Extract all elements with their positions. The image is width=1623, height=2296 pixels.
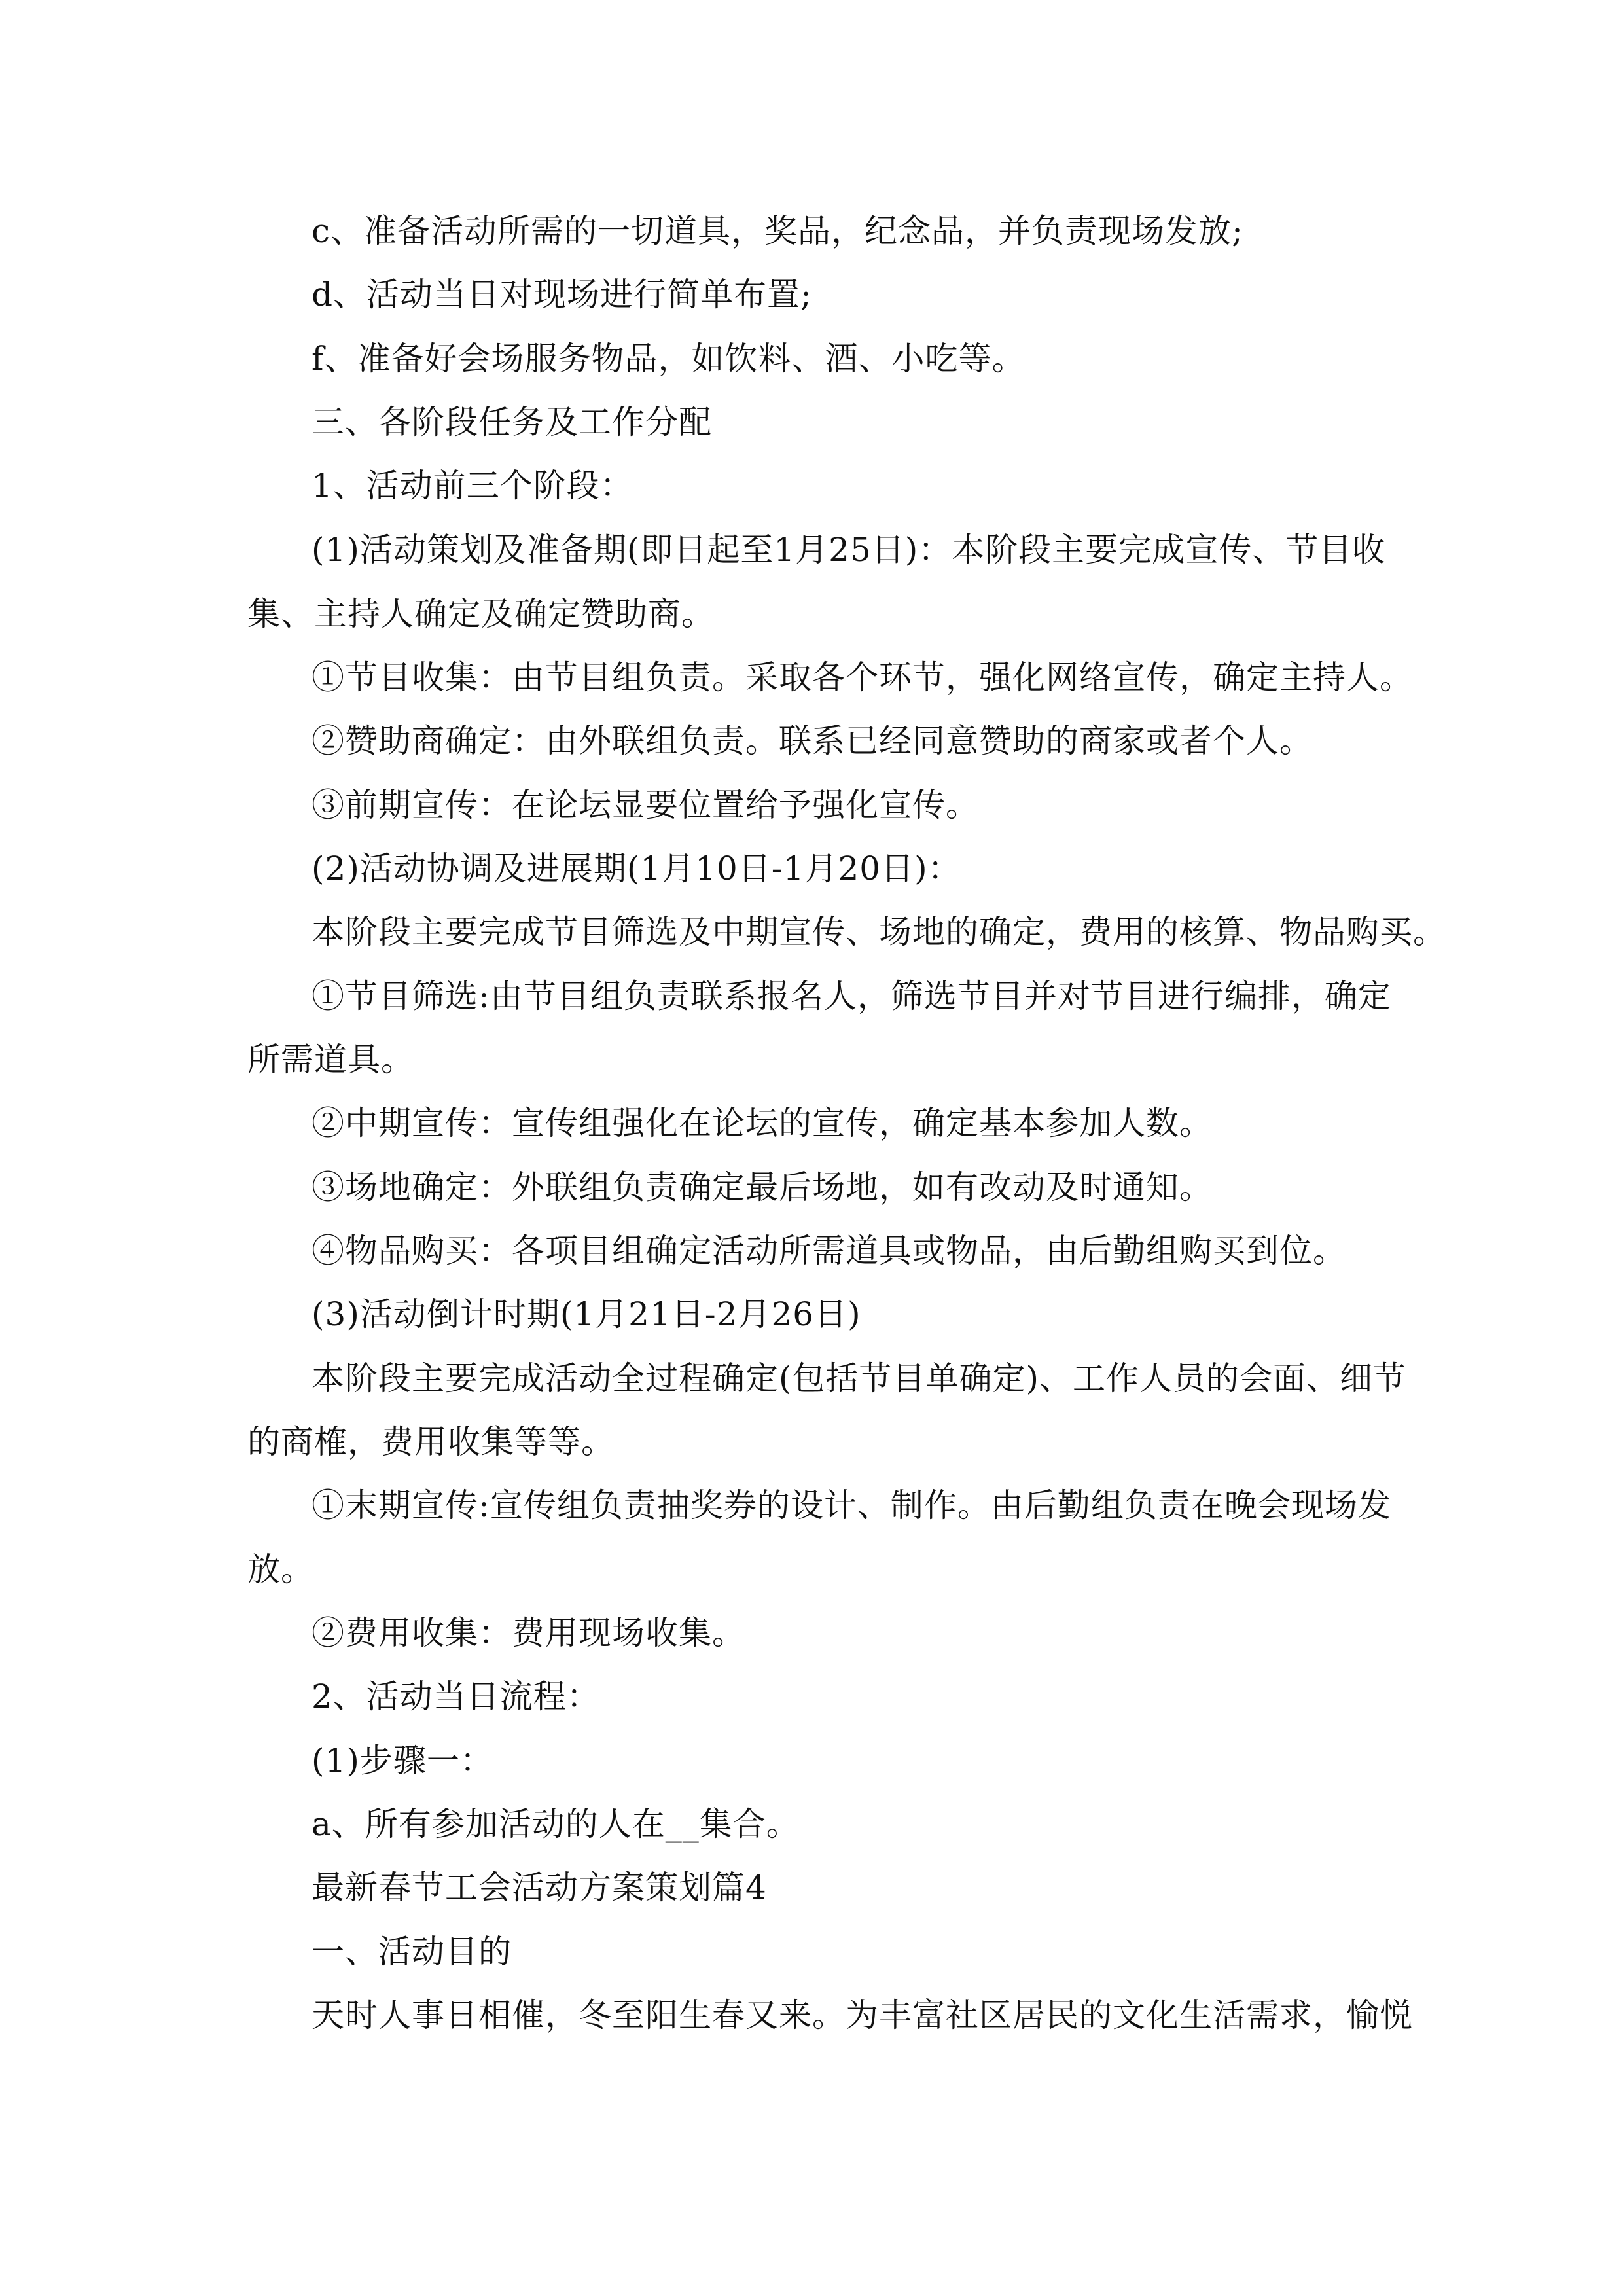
paragraph-line: ①末期宣传:宣传组负责抽奖券的设计、制作。由后勤组负责在晚会现场发 [312, 1486, 1391, 1524]
section-heading: 一、活动目的 [312, 1933, 512, 1971]
list-item-f: f、准备好会场服务物品，如饮料、酒、小吃等。 [312, 340, 1026, 378]
subsection-heading: 2、活动当日流程： [312, 1677, 600, 1715]
paragraph-line: (2)活动协调及进展期(1月10日-1月20日)： [312, 850, 961, 888]
paragraph-line: ③场地确定：外联组负责确定最后场地，如有改动及时通知。 [312, 1168, 1213, 1206]
paragraph-line: ②中期宣传：宣传组强化在论坛的宣传，确定基本参加人数。 [312, 1104, 1213, 1142]
paragraph-line: ②赞助商确定：由外联组负责。联系已经同意赞助的商家或者个人。 [312, 722, 1313, 760]
list-item-d: d、活动当日对现场进行简单布置; [312, 276, 812, 314]
subsection-heading: 1、活动前三个阶段： [312, 467, 633, 505]
article-title: 最新春节工会活动方案策划篇4 [312, 1869, 767, 1907]
paragraph-line: 本阶段主要完成活动全过程确定(包括节目单确定)、工作人员的会面、细节 [312, 1359, 1407, 1397]
section-heading: 三、各阶段任务及工作分配 [312, 403, 712, 441]
paragraph-line: 集、主持人确定及确定赞助商。 [247, 595, 715, 633]
paragraph-line: (3)活动倒计时期(1月21日-2月26日) [312, 1295, 861, 1333]
paragraph-line: ②费用收集：费用现场收集。 [312, 1614, 745, 1652]
paragraph-line: 的商榷，费用收集等等。 [247, 1423, 615, 1461]
paragraph-line: 本阶段主要完成节目筛选及中期宣传、场地的确定，费用的核算、物品购买。 [312, 913, 1446, 951]
paragraph-line: 天时人事日相催，冬至阳生春又来。为丰富社区居民的文化生活需求，愉悦 [312, 1996, 1413, 2034]
list-item-a: a、所有参加活动的人在__集合。 [312, 1805, 800, 1843]
paragraph-line: ④物品购买：各项目组确定活动所需道具或物品，由后勤组购买到位。 [312, 1232, 1346, 1270]
paragraph-line: (1)活动策划及准备期(即日起至1月25日)：本阶段主要完成宣传、节目收 [312, 531, 1386, 569]
paragraph-line: ①节目收集：由节目组负责。采取各个环节，强化网络宣传，确定主持人。 [312, 658, 1413, 696]
paragraph-line: ③前期宣传：在论坛显要位置给予强化宣传。 [312, 786, 979, 824]
list-item-c: c、准备活动所需的一切道具，奖品，纪念品，并负责现场发放; [312, 212, 1243, 250]
paragraph-line: ①节目筛选:由节目组负责联系报名人，筛选节目并对节目进行编排，确定 [312, 977, 1391, 1015]
paragraph-line: 放。 [247, 1551, 314, 1588]
paragraph-line: 所需道具。 [247, 1041, 414, 1079]
paragraph-line: (1)步骤一： [312, 1742, 493, 1780]
